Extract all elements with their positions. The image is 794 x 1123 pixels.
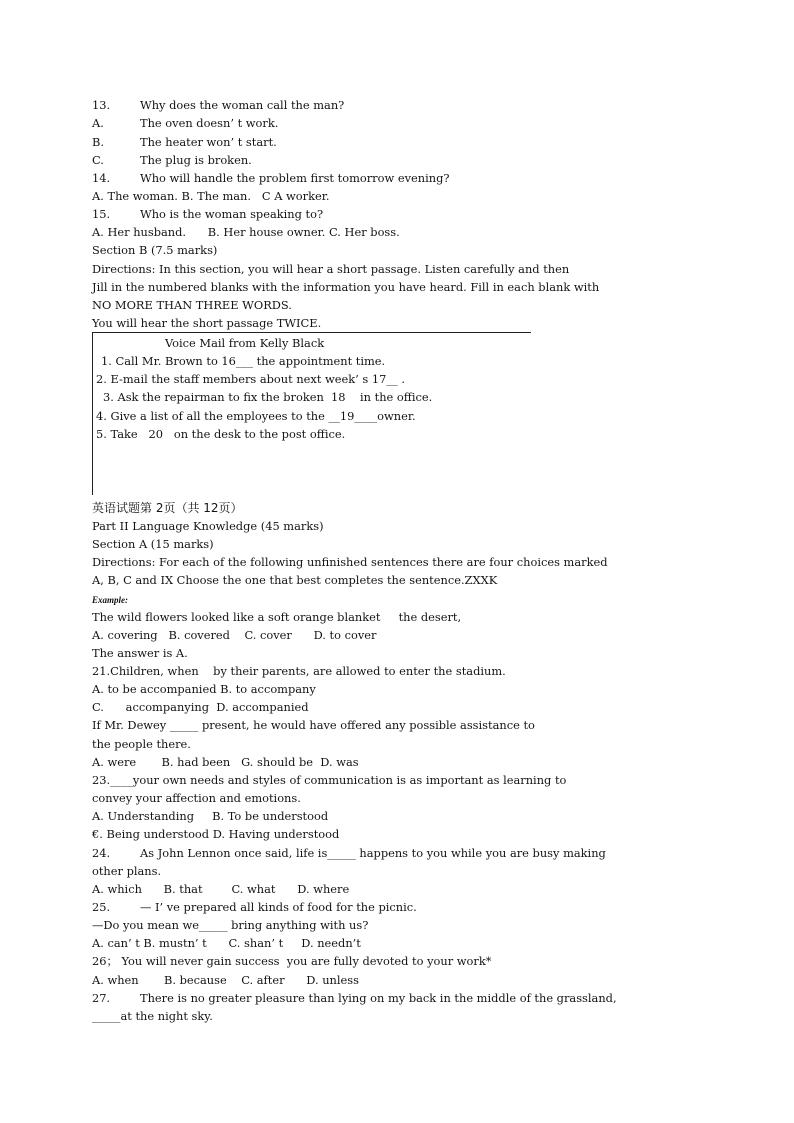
question-23-line1: 23.____your own needs and styles of communication is as important as learning to xyxy=(92,773,567,787)
example-options: A. covering B. covered C. cover D. to cover xyxy=(92,628,377,642)
directions-b-line1: Directions: In this section, you will hear a short passage. Listen carefully and then xyxy=(92,262,570,276)
question-26: 26； You will never gain success you are fully devoted to your work* xyxy=(92,954,492,968)
question-23-line2: convey your affection and emotions. xyxy=(92,791,301,805)
directions-a-line1: Directions: For each of the following unfinished sentences there are four choices marked xyxy=(92,555,608,569)
question-24: 24. As John Lennon once said, life is_____ happens to you while you are busy making xyxy=(92,846,606,860)
q13-option-b: B. The heater won’ t start. xyxy=(92,135,277,149)
page-footer: 英语试题第 2页（共 12页） xyxy=(92,501,243,515)
question-15: 15. Who is the woman speaking to? xyxy=(92,207,324,221)
voice-mail-title: Voice Mail from Kelly Black xyxy=(165,336,325,350)
q22-options: A. were B. had been G. should be D. was xyxy=(92,755,359,769)
voice-mail-item-4: 4. Give a list of all the employees to the __19____owner. xyxy=(96,409,416,423)
question-22-line1: If Mr. Dewey _____ present, he would have offered any possible assistance to xyxy=(92,718,535,732)
directions-b-line4: You will hear the short passage TWICE. xyxy=(92,316,322,330)
question-27-line2: _____at the night sky. xyxy=(92,1009,213,1023)
question-27: 27. There is no greater pleasure than lying on my back in the middle of the grassland, xyxy=(92,991,617,1005)
q21-options-ab: A. to be accompanied B. to accompany xyxy=(92,682,316,696)
q13-option-c: C. The plug is broken. xyxy=(92,153,252,167)
directions-b-line2: Jill in the numbered blanks with the information you have heard. Fill in each blank with xyxy=(92,280,600,294)
question-13: 13. Why does the woman call the man? xyxy=(92,98,345,112)
voice-mail-item-3: 3. Ask the repairman to fix the broken 18 in the office. xyxy=(103,390,433,404)
directions-a-line2: A, B, C and IX Choose the one that best completes the sentence.ZXXK xyxy=(92,573,498,587)
voice-mail-item-2: 2. E-mail the staff members about next week’ s 17__ . xyxy=(96,372,405,386)
q15-options: A. Her husband. B. Her house owner. C. Her boss. xyxy=(92,225,400,239)
q26-options: A. when B. because C. after D. unless xyxy=(92,973,359,987)
part-2-heading: Part II Language Knowledge (45 marks) xyxy=(92,519,324,533)
voice-mail-box xyxy=(92,332,531,495)
q21-options-cd: C. accompanying D. accompanied xyxy=(92,700,309,714)
question-25: 25. — I’ ve prepared all kinds of food for the picnic. xyxy=(92,900,417,914)
voice-mail-item-1: 1. Call Mr. Brown to 16___ the appointment time. xyxy=(101,354,386,368)
q13-option-a: A. The oven doesn’ t work. xyxy=(92,116,279,130)
question-24-line2: other plans. xyxy=(92,864,162,878)
question-22-line2: the people there. xyxy=(92,737,191,751)
directions-b-line3: NO MORE THAN THREE WORDS. xyxy=(92,298,292,312)
question-25-line2: —Do you mean we_____ bring anything with us? xyxy=(92,918,369,932)
example-sentence: The wild flowers looked like a soft orange blanket the desert, xyxy=(92,610,462,624)
q23-options-cd: €. Being understood D. Having understood xyxy=(92,827,340,841)
example-label: Example: xyxy=(92,595,128,605)
voice-mail-item-5: 5. Take 20 on the desk to the post office. xyxy=(96,427,346,441)
example-answer: The answer is A. xyxy=(92,646,188,660)
q24-options: A. which B. that C. what D. where xyxy=(92,882,350,896)
question-21: 21.Children, when by their parents, are allowed to enter the stadium. xyxy=(92,664,506,678)
section-b-heading: Section B (7.5 marks) xyxy=(92,243,218,257)
section-a-heading: Section A (15 marks) xyxy=(92,537,214,551)
q23-options-ab: A. Understanding B. To be understood xyxy=(92,809,329,823)
q25-options: A. can’ t B. mustn’ t C. shan’ t D. needn’t xyxy=(92,936,361,950)
question-14: 14. Who will handle the problem first tomorrow evening? xyxy=(92,171,450,185)
q14-options: A. The woman. B. The man. C A worker. xyxy=(92,189,330,203)
